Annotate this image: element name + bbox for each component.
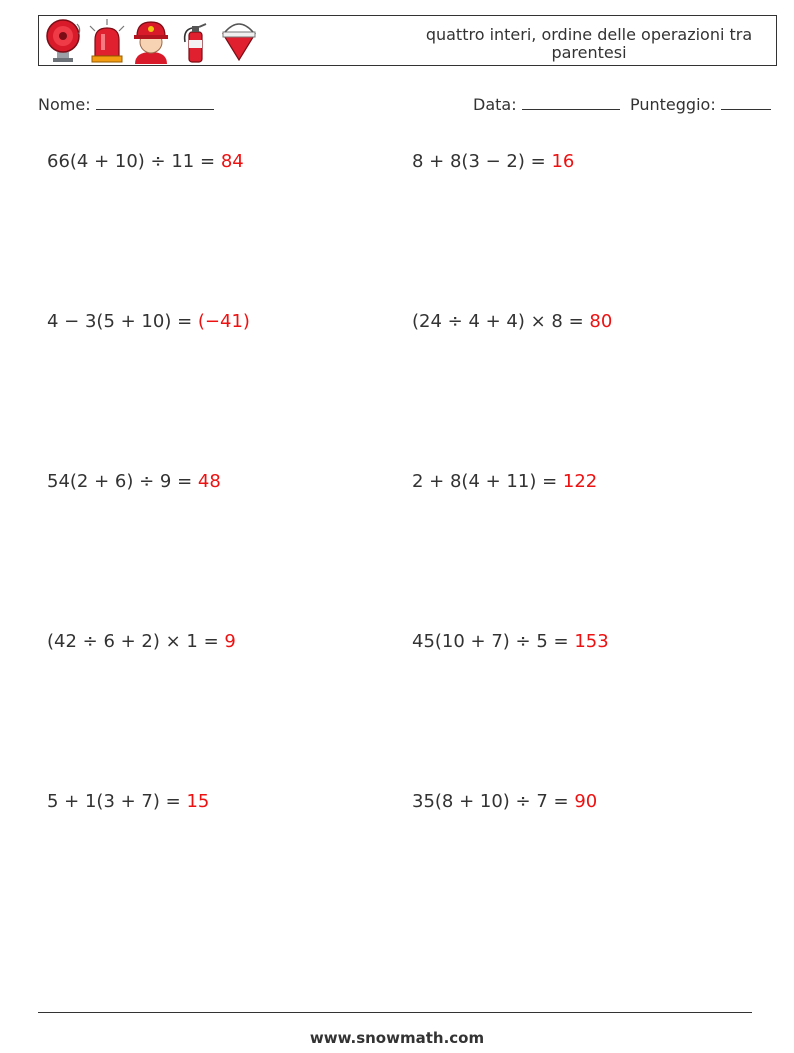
fire-alarm-bell-icon — [43, 18, 83, 64]
problem-8 — [412, 631, 609, 652]
problem-1 — [47, 151, 244, 172]
worksheet-title: quattro interi, ordine delle operazioni tra parentesi — [425, 25, 753, 62]
date-label: Data: — [473, 95, 517, 114]
footer-url[interactable]: www.snowmath.com — [309, 1029, 485, 1047]
problem-expression: 45(10 + 7) ÷ 5 = — [412, 631, 569, 652]
problem-answer: 48 — [197, 471, 221, 492]
footer-divider — [38, 1012, 752, 1013]
fire-extinguisher-icon — [175, 18, 215, 64]
problem-expression: 8 + 8(3 − 2) = — [412, 151, 546, 172]
problem-answer: (−41) — [197, 311, 250, 332]
problem-3 — [47, 311, 250, 332]
name-label: Nome: — [38, 95, 91, 114]
icon-strip — [43, 18, 259, 64]
siren-light-icon — [87, 18, 127, 64]
problem-4 — [412, 311, 612, 332]
problem-expression: 5 + 1(3 + 7) = — [47, 791, 181, 812]
problem-expression: (42 ÷ 6 + 2) × 1 = — [47, 631, 219, 652]
problem-9 — [47, 791, 209, 812]
score-field — [630, 94, 771, 114]
problem-answer: 16 — [551, 151, 575, 172]
date-field — [473, 94, 620, 114]
problem-6 — [412, 471, 597, 492]
problem-7 — [47, 631, 236, 652]
problem-answer: 84 — [220, 151, 244, 172]
fire-bucket-icon — [219, 18, 259, 64]
problem-expression: 2 + 8(4 + 11) = — [412, 471, 558, 492]
firefighter-icon — [131, 18, 171, 64]
problem-answer: 80 — [589, 311, 613, 332]
name-field — [38, 94, 214, 114]
problem-expression: 35(8 + 10) ÷ 7 = — [412, 791, 569, 812]
problem-answer: 122 — [562, 471, 598, 492]
problem-answer: 153 — [574, 631, 609, 652]
header-box — [38, 15, 777, 66]
problem-answer: 15 — [186, 791, 210, 812]
date-blank — [522, 94, 620, 110]
problem-expression: 66(4 + 10) ÷ 11 = — [47, 151, 216, 172]
problem-10 — [412, 791, 597, 812]
score-blank — [721, 94, 771, 110]
score-label: Punteggio: — [630, 95, 716, 114]
problem-answer: 9 — [224, 631, 236, 652]
problem-expression: 54(2 + 6) ÷ 9 = — [47, 471, 193, 492]
problem-2 — [412, 151, 574, 172]
problem-expression: (24 ÷ 4 + 4) × 8 = — [412, 311, 584, 332]
problem-answer: 90 — [574, 791, 598, 812]
name-blank — [96, 94, 214, 110]
problem-expression: 4 − 3(5 + 10) = — [47, 311, 193, 332]
problem-5 — [47, 471, 221, 492]
